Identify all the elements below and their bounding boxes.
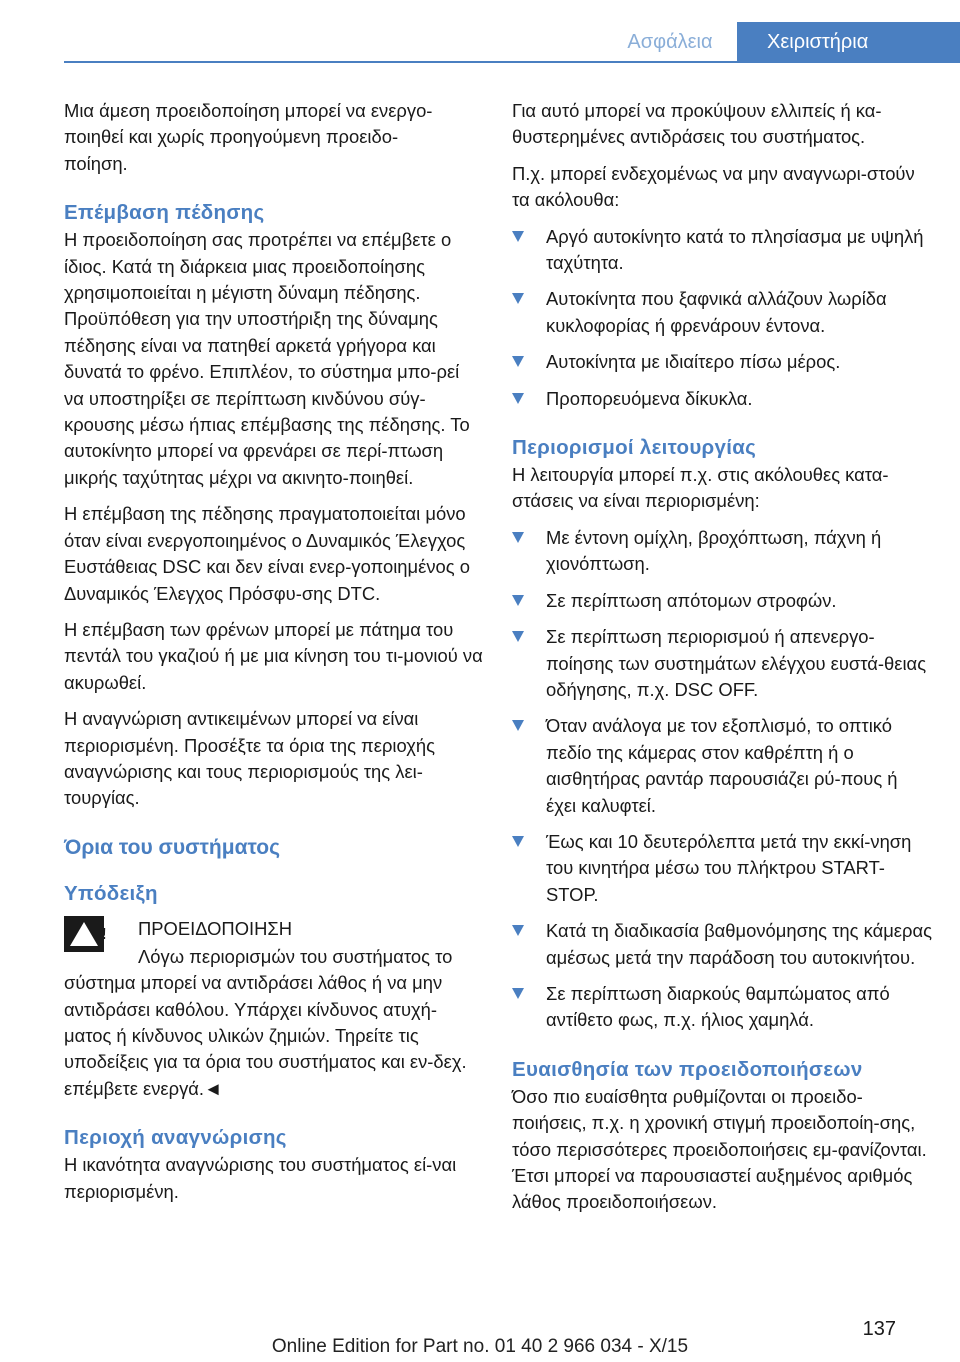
page-footer	[0, 1312, 960, 1362]
conditions-paragraph: Η λειτουργία μπορεί π.χ. στις ακόλουθες κατα-στάσεις να είναι περιορισμένη:	[512, 464, 889, 512]
edition-note: Online Edition for Part no. 01 40 2 966 034 - X/15	[271, 1336, 689, 1357]
page-number: 137	[862, 1318, 896, 1340]
triangle-bullet-icon	[512, 988, 524, 999]
warning-text: Λόγω περιορισμών του συστήματος το σύστημα μπορεί να αντιδράσει λάθος ή να μην αντιδράσει καθόλου. Υπάρχει κίνδυνος ατυχή-ματος ή κίνδυνος υλικών ζημιών. Τηρείτε τις υποδείξεις για τα όρια του συστήματος και εν-δεχ. επέμβετε ενεργά.◄	[64, 945, 467, 1099]
warning-block	[64, 916, 484, 970]
triangle-bullet-icon	[512, 293, 524, 304]
list-item: Σε περίπτωση περιορισμού ή απενεργο-ποίησης των συστημάτων ελέγχου ευστά-θειας οδήγησης, π.χ. DSC OFF.	[512, 624, 932, 703]
chapter-tab[interactable]: Χειριστήρια	[737, 22, 960, 62]
triangle-bullet-icon	[512, 393, 524, 404]
triangle-bullet-icon	[512, 532, 524, 543]
right-column	[512, 98, 932, 1226]
cancel-paragraph: Η επέμβαση των φρένων μπορεί με πάτημα του πεντάλ του γκαζιού ή με μια κίνηση του τι-μονιού να ακυρωθεί.	[64, 618, 483, 693]
triangle-bullet-icon	[512, 836, 524, 847]
triangle-bullet-icon	[512, 720, 524, 731]
list-item: Αυτοκίνητα με ιδιαίτερο πίσω μέρος.	[512, 349, 932, 375]
sensitivity-paragraph: Όσο πιο ευαίσθητα ρυθμίζονται οι προειδο-ποιήσεις, π.χ. η χρονική στιγμή προειδοποίη-σης, τόσο περισσότερες προειδοποιήσεις εμ-φανίζονται. Έτσι μπορεί να παρουσιαστεί αυξημένος αριθμός λάθος προειδοποιήσεων.	[512, 1085, 927, 1213]
triangle-bullet-icon	[512, 631, 524, 642]
heading-note: Υπόδειξη	[64, 881, 158, 905]
braking-paragraph: Η προειδοποίηση σας προτρέπει να επέμβετε ο ίδιος. Κατά τη διάρκεια μιας προειδοποίησης χρησιμοποιείται η μέγιστη δύναμη πέδησης. Προϋπόθεση για την υποστήριξη της δύναμης πέδησης είναι να πατηθεί αρκετά γρήγορα και δυνατά το φρένο. Επιπλέον, το σύστημα μπο-ρεί να υποστηρίξει σε περίπτωση κινδύνου σύγ-κρουσης μέσω ήπιας επέμβασης της πέδησης. Το αυτοκίνητο μπορεί να φρενάρει σε περί-πτωση μικρής ταχύτητας μέχρι να ακινητο-ποιηθεί.	[64, 229, 470, 488]
conditions-list	[512, 525, 932, 1034]
heading-braking: Επέμβαση πέδησης	[64, 201, 265, 225]
intro-paragraph: Μια άμεση προειδοποίηση μπορεί να ενεργο- ποιηθεί και χωρίς προηγούμενη προειδο- ποίηση.	[64, 100, 433, 174]
detection-paragraph: Η αναγνώριση αντικειμένων μπορεί να είναι περιορισμένη. Προσέξτε τα όρια της περιοχής αναγνώρισης και τους περιορισμούς της λει-τουργίας.	[64, 708, 435, 809]
heading-detection-range: Περιοχή αναγνώρισης	[64, 1126, 287, 1150]
list-item: Όταν ανάλογα με τον εξοπλισμό, το οπτικό πεδίο της κάμερας στον καθρέπτη ή ο αισθητήρας ραντάρ παρουσιάζει ρύ-πους ή έχει καλυφτεί.	[512, 713, 932, 819]
reactions-paragraph: Για αυτό μπορεί να προκύψουν ελλιπείς ή κα-θυστερημένες αντιδράσεις του συστήματος.	[512, 100, 882, 148]
left-column	[64, 98, 484, 1215]
list-item: Κατά τη διαδικασία βαθμονόμησης της κάμερας αμέσως μετά την παράδοση του αυτοκινήτου.	[512, 918, 932, 971]
dsc-paragraph: Η επέμβαση της πέδησης πραγματοποιείται μόνο όταν είναι ενεργοποιημένος ο Δυναμικός Έλεγχος Ευστάθειας DSC και δεν είναι ενερ-γοποιημένος ο Δυναμικός Έλεγχος Πρόσφυ-σης DTC.	[64, 503, 470, 604]
unrecognized-list	[512, 224, 932, 412]
warning-title: ΠΡΟΕΙΔΟΠΟΙΗΣΗ	[138, 917, 293, 939]
heading-system-limits: Όρια του συστήματος	[64, 835, 281, 859]
list-item: Με έντονη ομίχλη, βροχόπτωση, πάχνη ή χιονόπτωση.	[512, 525, 932, 578]
examples-paragraph: Π.χ. μπορεί ενδεχομένως να μην αναγνωρι-στούν τα ακόλουθα:	[512, 162, 915, 211]
list-item: Αυτοκίνητα που ξαφνικά αλλάζουν λωρίδα κυκλοφορίας ή φρενάρουν έντονα.	[512, 286, 932, 339]
page-header	[0, 0, 960, 62]
list-item: Προπορευόμενα δίκυκλα.	[512, 386, 932, 412]
list-item: Αργό αυτοκίνητο κατά το πλησίασμα με υψηλή ταχύτητα.	[512, 224, 932, 277]
warning-icon: !	[64, 916, 104, 952]
triangle-bullet-icon	[512, 356, 524, 367]
header-rule	[64, 61, 960, 63]
list-item: Σε περίπτωση διαρκούς θαμπώματος από αντίθετο φως, π.χ. ήλιος χαμηλά.	[512, 981, 932, 1034]
triangle-bullet-icon	[512, 925, 524, 936]
triangle-bullet-icon	[512, 595, 524, 606]
triangle-bullet-icon	[512, 231, 524, 242]
list-item: Έως και 10 δευτερόλεπτα μετά την εκκί-νηση του κινητήρα μέσω του πλήκτρου START-STOP.	[512, 829, 932, 908]
heading-function-limits: Περιορισμοί λειτουργίας	[512, 436, 757, 460]
range-paragraph: Η ικανότητα αναγνώρισης του συστήματος εί-ναι περιορισμένη.	[64, 1154, 457, 1202]
heading-sensitivity: Ευαισθησία των προειδοποιήσεων	[512, 1057, 863, 1081]
list-item: Σε περίπτωση απότομων στροφών.	[512, 588, 932, 614]
section-tab[interactable]: Ασφάλεια	[627, 31, 713, 53]
